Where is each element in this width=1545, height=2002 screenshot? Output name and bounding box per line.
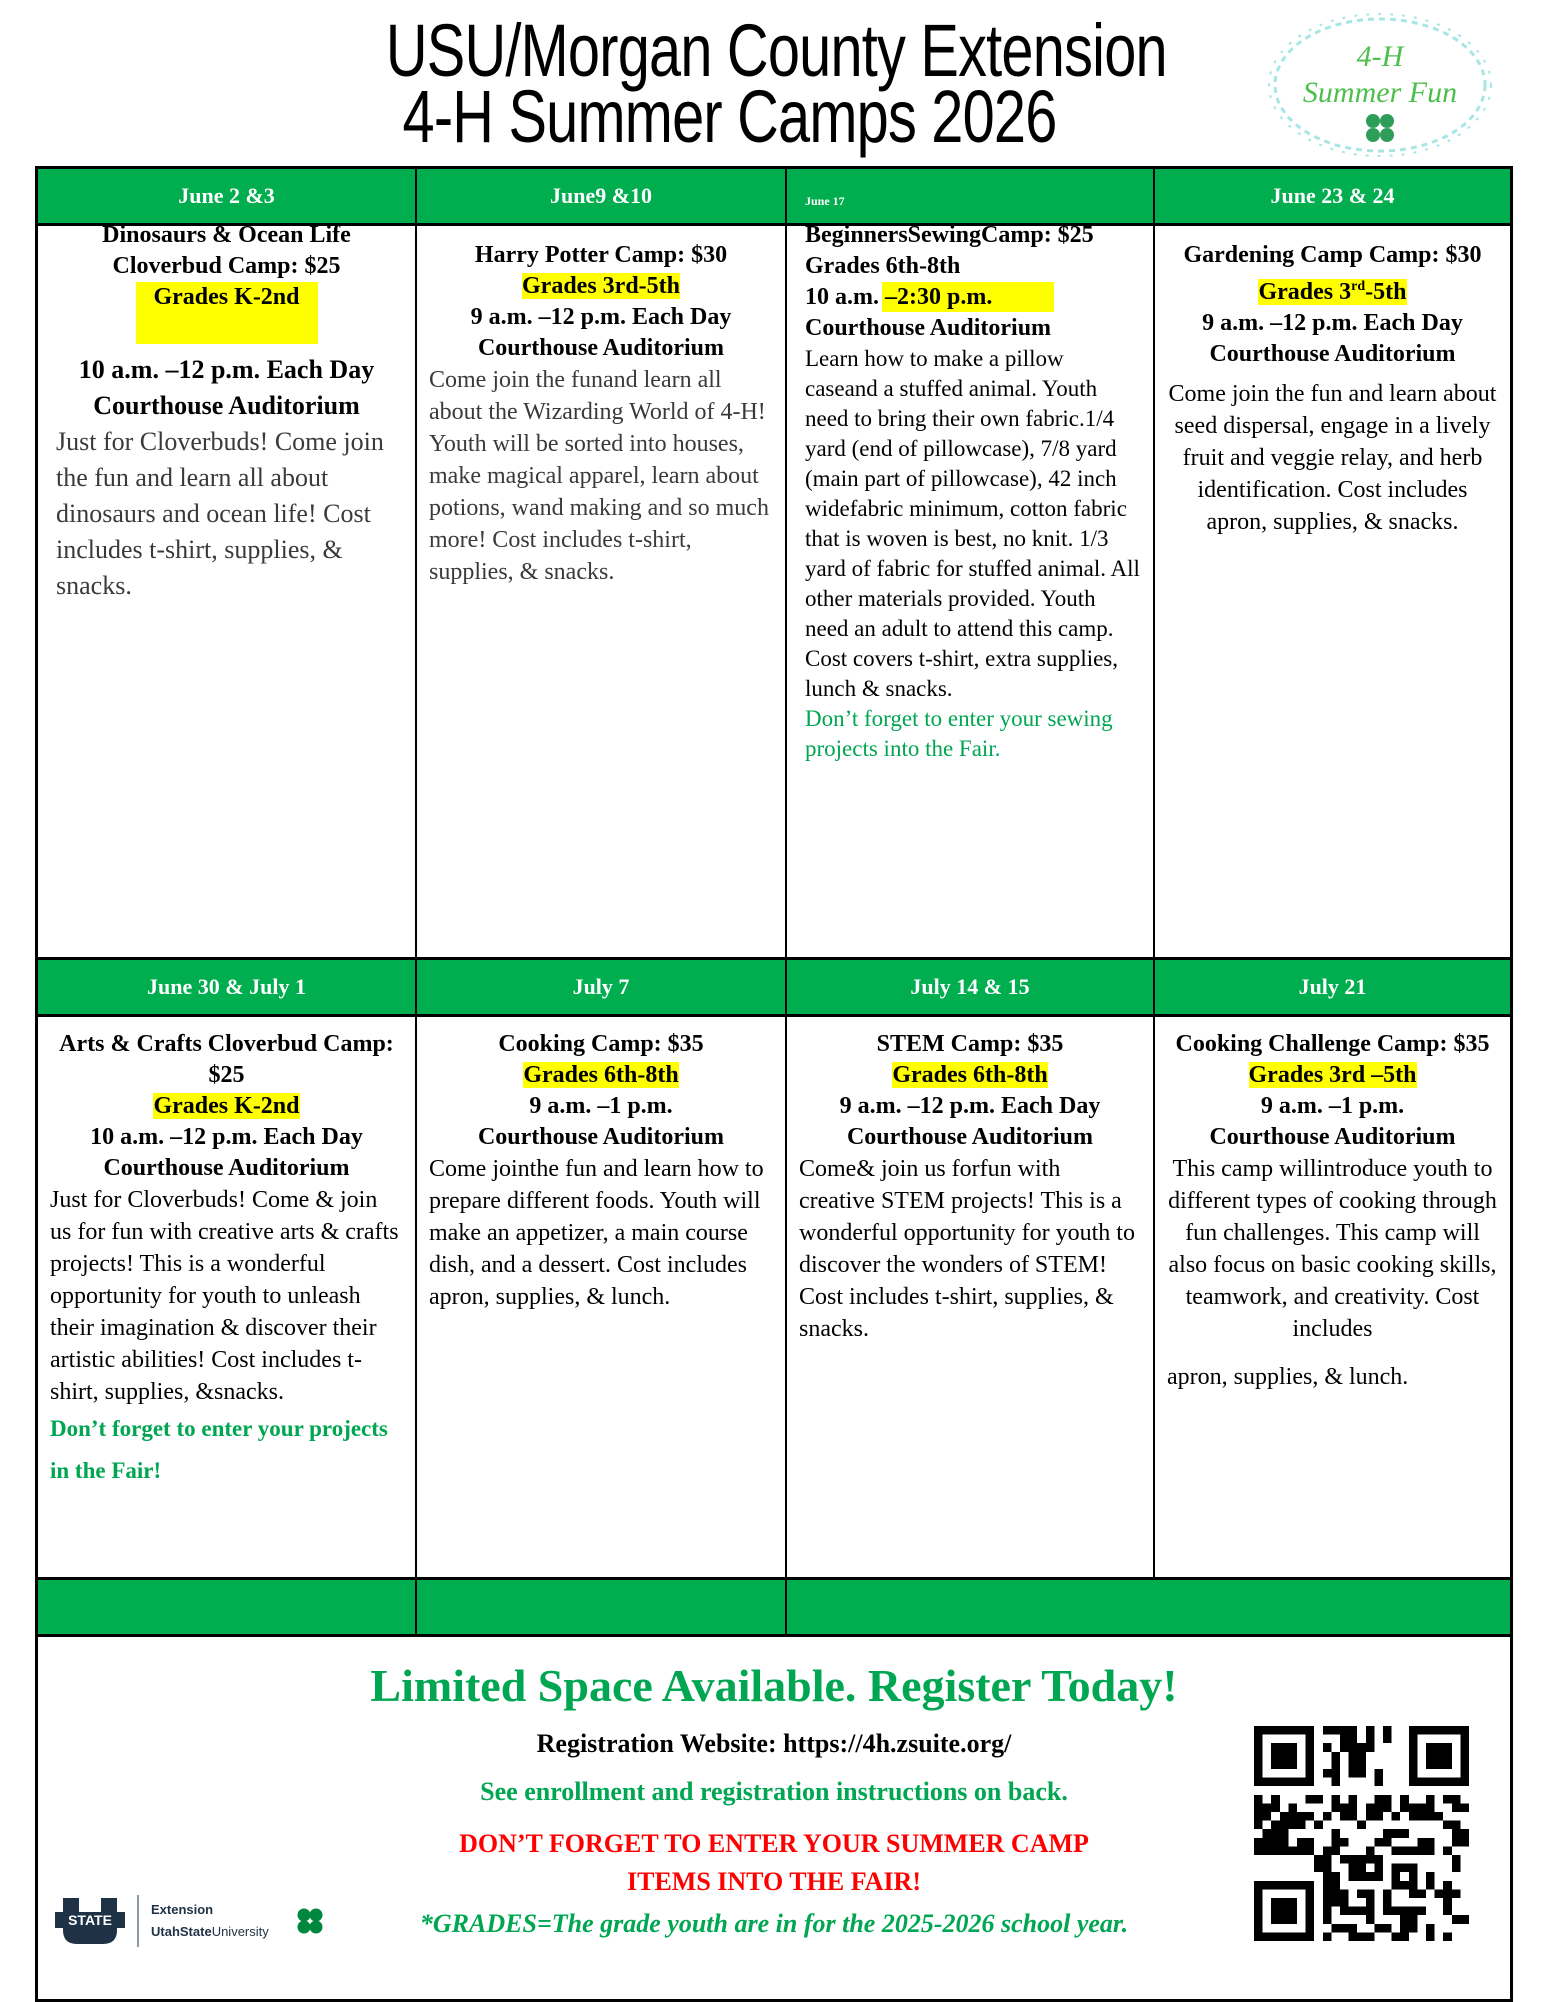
camp-location: Courthouse Auditorium [1209,341,1456,367]
date-header: July 21 [1298,974,1367,999]
camp-time: 9 a.m. –1 p.m. [1260,1093,1405,1119]
camp-location: Courthouse Auditorium [805,315,1052,341]
row1-body [38,226,1510,957]
enrollment-note: See enrollment and registration instructions on back. [480,1777,1068,1806]
clover-icon [1366,114,1394,142]
date-header: June9 &10 [417,169,787,223]
camp-grades: Grades 6th-8th [805,253,961,279]
date-header: July 14 & 15 [787,960,1155,1014]
camp-time: 10 a.m. –12 p.m. Each Day [78,355,375,384]
grades-badge: Grades 3rd-5th [522,273,680,299]
camp-description: Just for Cloverbuds! Come & join us for fun with creative arts & crafts projects! This is a wonderful opportunity for youth to unleash their imagination & discover their artistic abilities! Cost includes t-shirt, supplies, &snacks. [50,1187,399,1405]
grades-badge: Grades 6th-8th [523,1062,679,1088]
camp-cell-harry-potter [417,226,787,957]
registration-qr-code[interactable] [1254,1726,1469,1941]
date-header: June 17 [787,169,1155,223]
grades-badge: Grades 6th-8th [892,1062,1048,1088]
date-header: June 2 &3 [38,169,417,223]
date-header: July 7 [417,960,787,1014]
camp-time: 10 a.m. –2:30 p.m. [805,282,1141,313]
camp-cell-gardening [1155,226,1510,957]
page-title [174,9,1379,158]
camp-title: Dinosaurs & Ocean Life Cloverbud Camp: $25 [102,226,351,279]
title-line-1: USU/Morgan County Extension [385,9,1167,92]
camp-title: STEM Camp: $35 [876,1031,1064,1057]
camp-title: Harry Potter Camp: $30 [474,242,728,268]
camp-time: 10 a.m. –12 p.m. Each Day [90,1124,363,1150]
camp-location: Courthouse Auditorium [93,391,360,420]
fair-reminder: Don’t forget to enter your sewing projects into the Fair. [805,706,1113,761]
fair-reminder: Don’t forget to enter your projects in the Fair! [50,1416,388,1483]
row1-header [38,169,1510,226]
camp-description-end: apron, supplies, & lunch. [1167,1364,1409,1390]
row2-body [38,1017,1510,1580]
fair-reminder-banner: DON’T FORGET TO ENTER YOUR SUMMER CAMP ITEMS INTO THE FAIR! [459,1829,1089,1896]
camp-cell-cooking-challenge [1155,1017,1510,1577]
green-band [38,1580,1510,1634]
camp-cell-arts-crafts [38,1017,417,1577]
camp-location: Courthouse Auditorium [1209,1124,1456,1150]
camp-description: This camp willintroduce youth to different types of cooking through fun challenges. This camp will also focus on basic cooking skills, teamwork, and creativity. Cost includes [1168,1156,1497,1342]
camp-title: BeginnersSewingCamp: $25 [805,226,1094,248]
camp-description: Come& join us forfun with creative STEM projects! This is a wonderful opportunity for youth to discover the wonders of STEM! Cost includes t-shirt, supplies, & snacks. [799,1156,1135,1342]
camp-location: Courthouse Auditorium [846,1124,1094,1150]
camp-title: Arts & Crafts Cloverbud Camp: $25 [59,1031,394,1088]
summer-fun-badge [1262,10,1498,160]
camp-description: Just for Cloverbuds! Come join the fun and learn all about dinosaurs and ocean life! Cost includes t-shirt, supplies, & snacks. [56,427,384,600]
camp-title: Cooking Challenge Camp: $35 [1175,1031,1490,1057]
date-header: June 30 & July 1 [38,960,417,1014]
title-line-2: 4-H Summer Camps 2026 [402,75,1057,158]
camp-title: Cooking Camp: $35 [498,1031,704,1057]
camp-description: Learn how to make a pillow caseand a stuffed animal. Youth need to bring their own fabric.1/4 yard (end of pillowcase), 7/8 yard (main part of pillowcase), 42 inch widefabric minimum, cotton fabric that is woven is best, no knit. 1/3 yard of fabric for stuffed animal. All other materials provided. Youth need an adult to attend this camp. Cost covers t-shirt, extra supplies, lunch & snacks. [805,346,1140,701]
camp-time: 9 a.m. –12 p.m. Each Day [1202,310,1463,336]
date-header: June 23 & 24 [1270,183,1395,208]
grades-badge: Grades K-2nd [136,282,318,344]
camp-location: Courthouse Auditorium [477,1124,725,1150]
4h-clover-icon [295,1906,325,1936]
camp-cell-stem [787,1017,1155,1577]
svg-text:Summer Fun: Summer Fun [1302,76,1458,109]
grades-footnote: *GRADES=The grade youth are in for the 2025-2026 school year. [419,1909,1129,1938]
grades-badge: Grades 3rd-5th [1258,279,1407,305]
svg-text:4-H: 4-H [1356,40,1404,73]
camp-cell-sewing [787,226,1155,957]
camp-cell-cooking [417,1017,787,1577]
grades-badge: Grades 3rd –5th [1248,1062,1417,1088]
grades-badge: Grades K-2nd [153,1093,300,1119]
camp-time: 9 a.m. –12 p.m. Each Day [470,304,732,330]
camp-time: 9 a.m. –1 p.m. [529,1093,673,1119]
camp-description: Come join the fun and learn about seed dispersal, engage in a lively fruit and veggie relay, and herb identification. Cost includes apron, supplies, & snacks. [1168,381,1497,535]
usu-state-u-icon [55,1896,125,1946]
camp-location: Courthouse Auditorium [477,335,725,361]
camp-description: Come join the funand learn all about the Wizarding World of 4-H! Youth will be sorted into houses, make magical apparel, learn about potions, wand making and so much more! Cost includes t-shirt, supplies, & snacks. [429,367,769,585]
camp-title: Gardening Camp Camp: $30 [1183,242,1482,268]
camp-cell-dinosaurs [38,226,417,957]
svg-text:STATE: STATE [68,1912,112,1928]
laurel-wreath-icon [1262,10,1498,160]
camp-description: Come jointhe fun and learn how to prepare different foods. Youth will make an appetizer, a main course dish, and a dessert. Cost includes apron, supplies, & lunch. [429,1156,764,1310]
camp-location: Courthouse Auditorium [103,1155,350,1181]
row2-header [38,957,1510,1017]
camp-time: 9 a.m. –12 p.m. Each Day [839,1093,1101,1119]
registration-website[interactable]: Registration Website: https://4h.zsuite.org/ [536,1729,1012,1758]
limited-space-headline: Limited Space Available. Register Today! [370,1660,1178,1711]
usu-extension-logo: STATE Extension UtahStateUniversity [55,1895,325,1947]
